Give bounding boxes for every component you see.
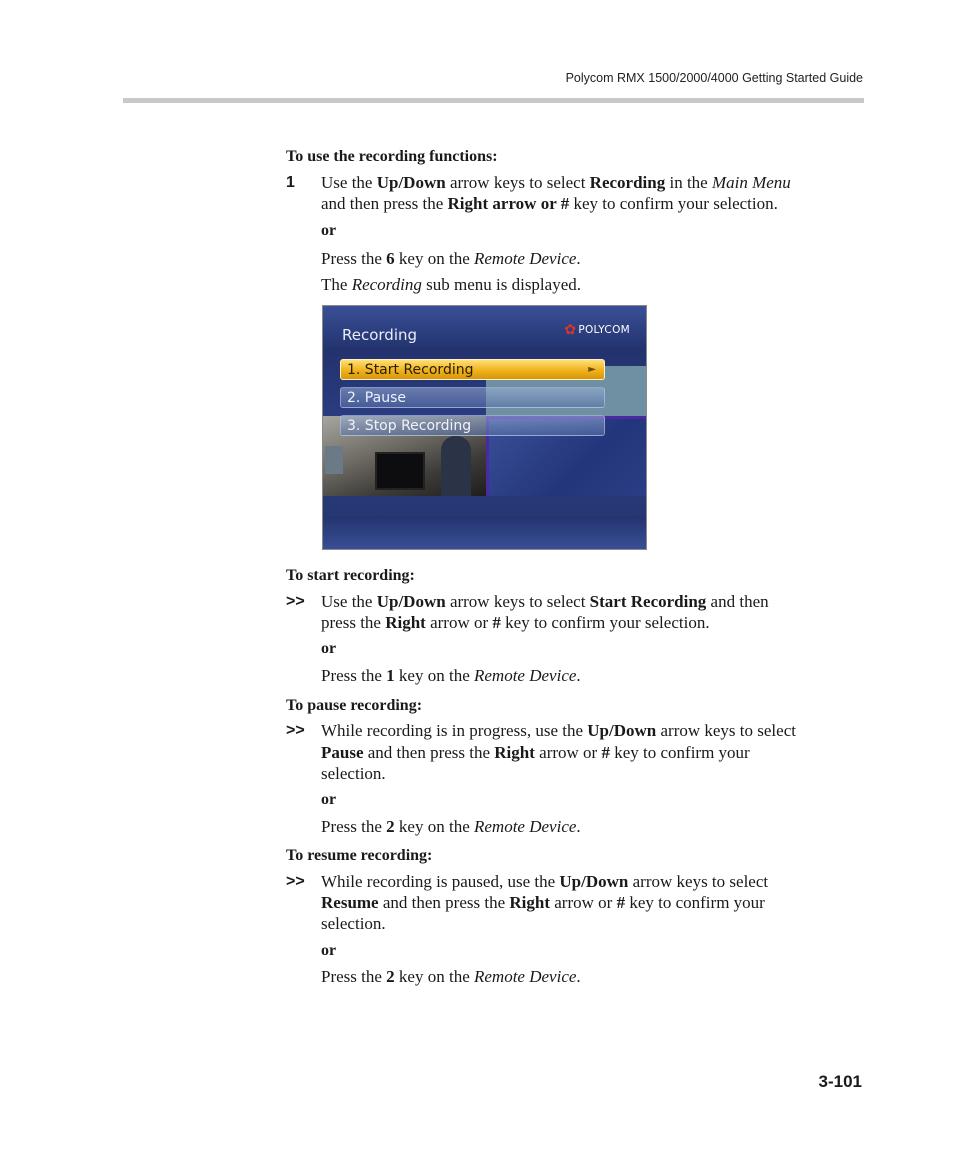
start-or-label: or xyxy=(321,640,337,657)
step-number: 1 xyxy=(286,174,295,191)
heading-use-recording: To use the recording functions: xyxy=(286,148,498,165)
pause-press-line: Press the 2 key on the Remote Device. xyxy=(321,817,581,836)
resume-or-label: or xyxy=(321,942,337,959)
header-rule xyxy=(123,98,864,103)
resume-press-line: Press the 2 key on the Remote Device. xyxy=(321,967,581,986)
running-header: Polycom RMX 1500/2000/4000 Getting Started Guide xyxy=(565,71,863,85)
polycom-logo: ✿ POLYCOM xyxy=(564,322,630,338)
start-line1: Use the Up/Down arrow keys to select Start Recording and then xyxy=(321,592,769,611)
or-label: or xyxy=(321,222,337,239)
start-marker: >> xyxy=(286,593,305,610)
video-monitor xyxy=(375,452,425,490)
video-lamp xyxy=(325,446,343,474)
polycom-logo-icon: ✿ xyxy=(564,322,577,338)
resume-line2: Resume and then press the Right arrow or # key to confirm your xyxy=(321,893,765,912)
resume-marker: >> xyxy=(286,873,305,890)
step1-line2: and then press the Right arrow or # key to confirm your selection. xyxy=(321,194,778,213)
step1-line1: Use the Up/Down arrow keys to select Recording in the Main Menu xyxy=(321,173,791,192)
pause-marker: >> xyxy=(286,722,305,739)
heading-resume-recording: To resume recording: xyxy=(286,847,433,864)
menu-item-start-recording[interactable]: 1. Start Recording ► xyxy=(340,359,605,380)
submenu-displayed-line: The Recording sub menu is displayed. xyxy=(321,275,582,294)
pause-or-label: or xyxy=(321,791,337,808)
pause-line3: selection. xyxy=(321,764,386,783)
press-key-line: Press the 6 key on the Remote Device. xyxy=(321,249,581,268)
page-number: 3-101 xyxy=(818,1072,862,1091)
video-person xyxy=(441,436,471,496)
heading-pause-recording: To pause recording: xyxy=(286,697,423,714)
pause-line2: Pause and then press the Right arrow or # key to confirm your xyxy=(321,743,750,762)
recording-menu-screenshot xyxy=(322,305,647,550)
resume-line3: selection. xyxy=(321,914,386,933)
pause-line1: While recording is in progress, use the Up/Down arrow keys to select xyxy=(321,721,796,740)
selection-arrow-icon: ► xyxy=(588,364,596,375)
screenshot-bottom-bar xyxy=(323,516,646,550)
heading-start-recording: To start recording: xyxy=(286,567,415,584)
start-press-line: Press the 1 key on the Remote Device. xyxy=(321,666,581,685)
menu-item-stop-recording[interactable]: 3. Stop Recording xyxy=(340,415,605,436)
screenshot-title: Recording xyxy=(342,326,418,344)
resume-line1: While recording is paused, use the Up/Down arrow keys to select xyxy=(321,872,769,891)
start-line2: press the Right arrow or # key to confirm your selection. xyxy=(321,613,710,632)
menu-item-pause[interactable]: 2. Pause xyxy=(340,387,605,408)
